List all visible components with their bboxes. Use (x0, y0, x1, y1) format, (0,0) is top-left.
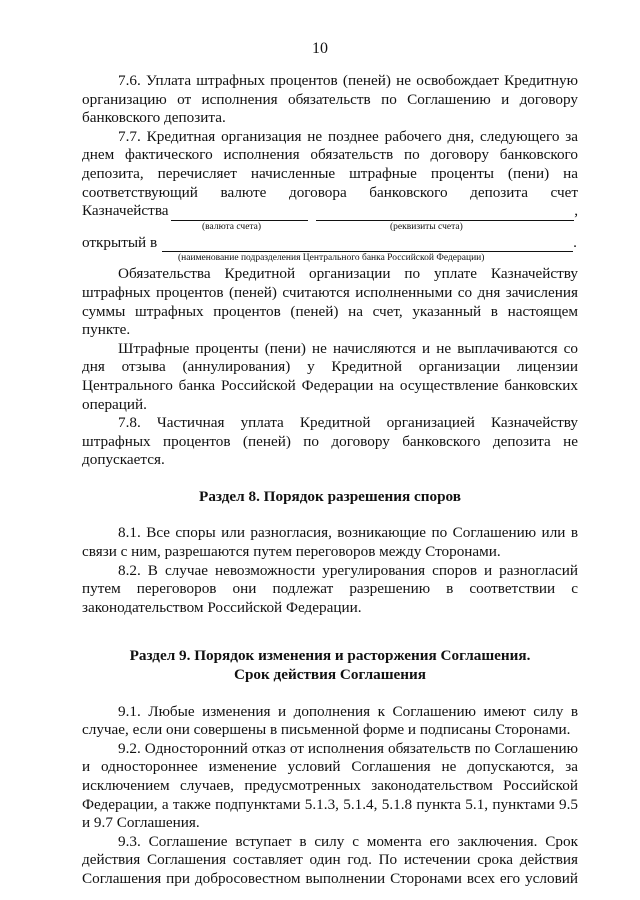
requisites-blank-line (316, 206, 574, 221)
opened-in-field (82, 234, 578, 253)
paragraph-8-2: 8.2. В случае невозможности урегулирования споров и разногласий путем переговоров они подлежат разрешению в соответствии с законодательством Российской Федерации. (82, 561, 578, 616)
paragraph-7-7: 7.7. Кредитная организация не позднее рабочего дня, следующего за днем фактического исполнения обязательств по договору банковского депозита, перечисляет начисленные штрафные проценты (пени) на соответствующий валюте договора банковского депозита счет (82, 127, 578, 201)
cb-division-caption-row (82, 252, 578, 265)
paragraph-9-2: 9.2. Односторонний отказ от исполнения обязательств по Соглашению и одностороннее изменение условий Соглашения не допускаются, за исключением случаев, предусмотренных законодательством Российской Федерации, а также подпунктами 5.1.3, 5.1.4, 5.1.8 пункта 5.1, пунктами 9.5 и 9.7 Соглашения. (82, 739, 578, 832)
paragraph-8-1: 8.1. Все споры или разногласия, возникающие по Соглашению или в связи с ним, разрешаются путем переговоров между Сторонами. (82, 524, 578, 561)
paragraph-9-3: 9.3. Соглашение вступает в силу с момента его заключения. Срок действия Соглашения составляет один год. По истечении срока действия Соглашения при добросовестном выполнении Сторонами всех его условий (82, 832, 578, 887)
section-9-title-line-2: Срок действия Соглашения (234, 666, 426, 684)
period-mark: . (573, 233, 577, 251)
section-9-title-line-1: Раздел 9. Порядок изменения и расторжения Соглашения. (129, 647, 531, 665)
caption-requisites: (реквизиты счета) (390, 221, 463, 232)
paragraph-7-8: 7.8. Частичная уплата Кредитной организацией Казначейству штрафных процентов (пеней) по договору банковского депозита не допускается. (82, 414, 578, 469)
paragraph-obligations: Обязательства Кредитной организации по уплате Казначейству штрафных процентов (пеней) считаются исполненными со дня зачисления суммы штрафных процентов (пеней) на счет, указанный в настоящем пункте. (82, 265, 578, 339)
treasury-account-field (82, 202, 578, 221)
currency-blank-line (171, 206, 309, 221)
document-body (82, 72, 578, 889)
treasury-label: Казначейства (82, 202, 169, 220)
opened-label: открытый в (82, 233, 158, 251)
treasury-field-captions (82, 221, 578, 234)
paragraph-penalty: Штрафные проценты (пени) не начисляются и не выплачиваются со дня отзыва (аннулирования) у Кредитной организации лицензии Центрального банка Российской Федерации на осуществление банковских операций. (82, 339, 578, 413)
page-number: 10 (312, 40, 328, 57)
paragraph-7-6: 7.6. Уплата штрафных процентов (пеней) не освобождает Кредитную организацию от исполнения обязательств по Соглашению и договору банковского депозита. (82, 72, 578, 127)
caption-currency: (валюта счета) (202, 221, 262, 232)
section-8-title: Раздел 8. Порядок разрешения споров (199, 487, 461, 505)
comma-mark: , (574, 202, 578, 220)
section-9-title (82, 647, 578, 684)
cb-division-blank-line (162, 237, 573, 252)
paragraph-9-1: 9.1. Любые изменения и дополнения к Соглашению имеют силу в случае, если они совершены в письменной форме и подписаны Сторонами. (82, 702, 578, 739)
caption-cb-division: (наименование подразделения Центрального банка Российской Федерации) (178, 253, 485, 264)
